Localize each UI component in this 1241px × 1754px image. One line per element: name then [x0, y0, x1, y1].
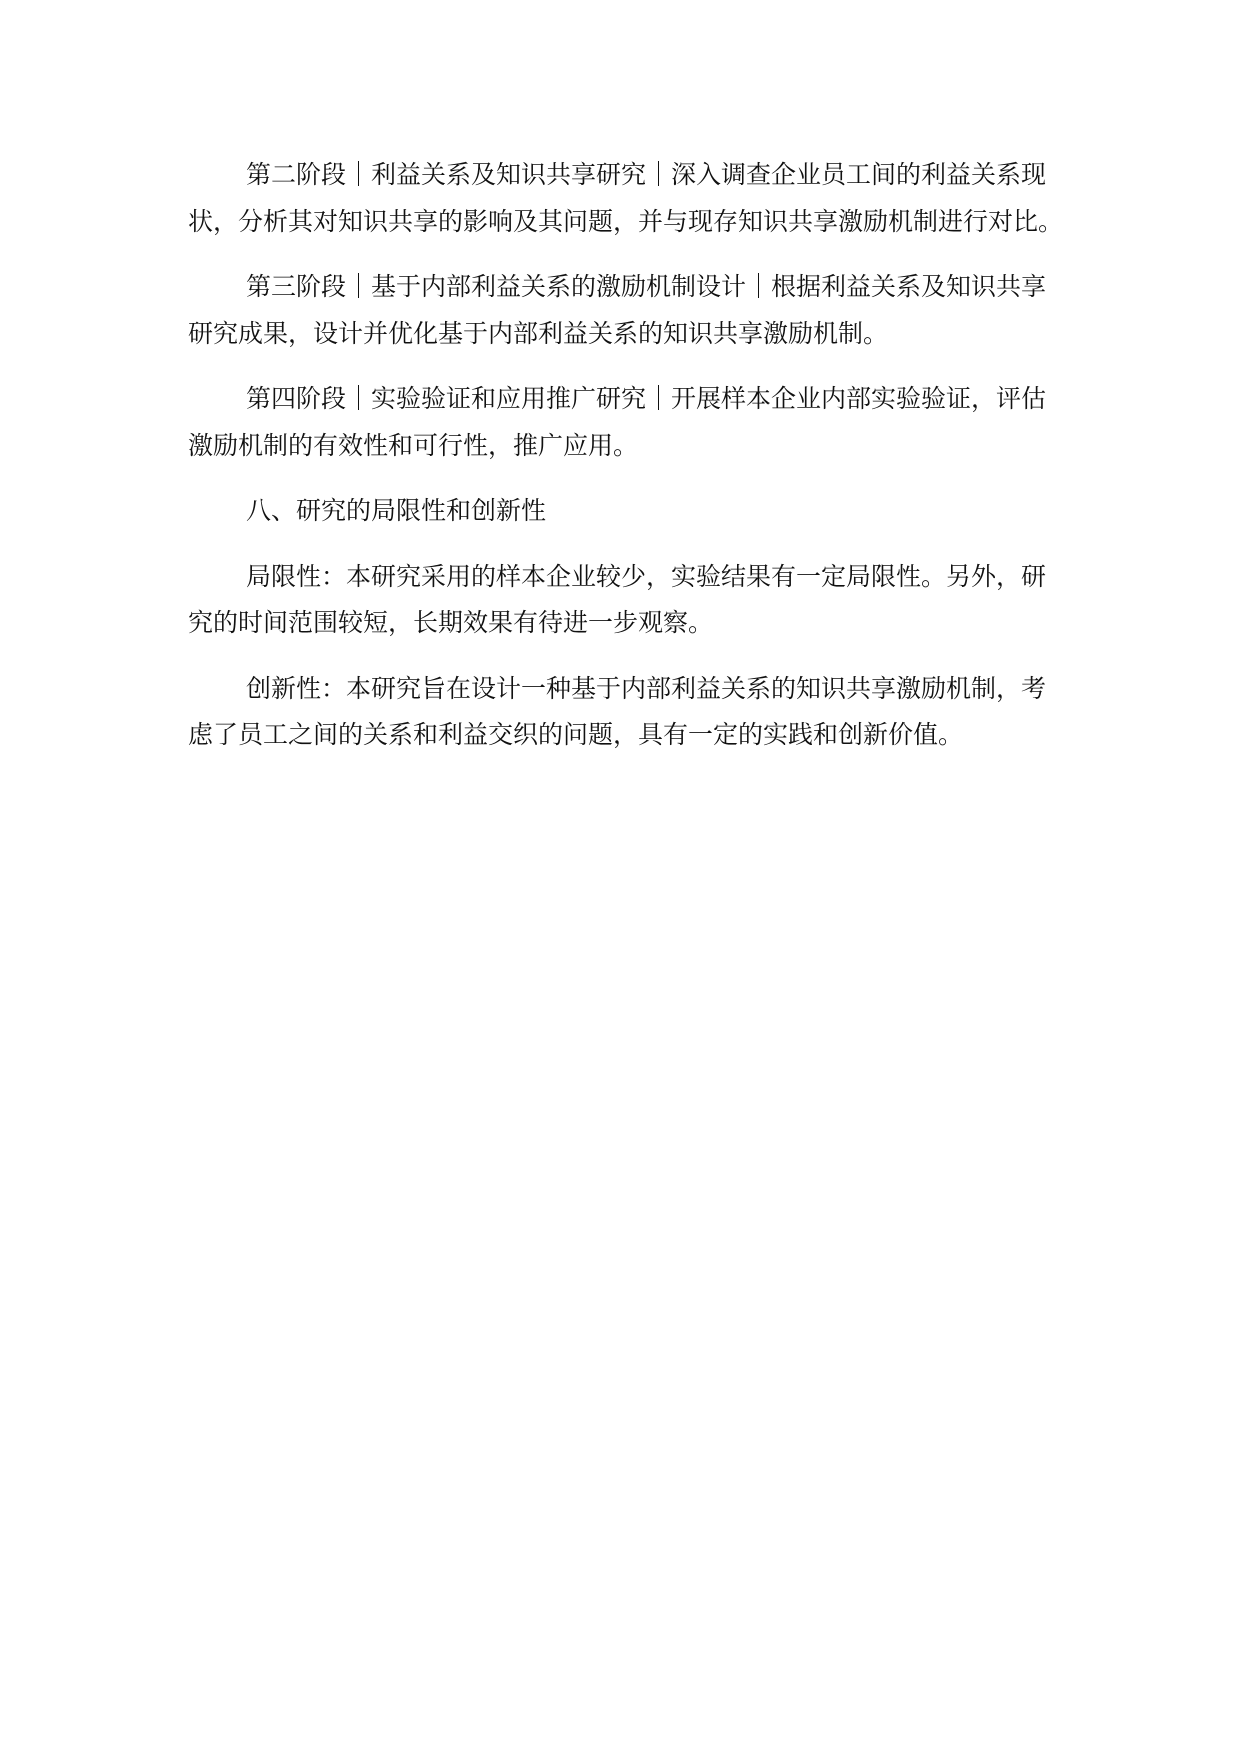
section-heading: 八、研究的局限性和创新性 — [246, 496, 547, 525]
paragraph-limitations: 局限性：本研究采用的样本企业较少，实验结果有一定局限性。另外，研究的时间范围较短，长期效果有待进一步观察。 — [188, 561, 1047, 637]
paragraph-stage-three: 第三阶段｜基于内部利益关系的激励机制设计｜根据利益关系及知识共享研究成果，设计并优化基于内部利益关系的知识共享激励机制。 — [188, 272, 1047, 348]
paragraph-stage-four: 第四阶段｜实验验证和应用推广研究｜开展样本企业内部实验验证，评估激励机制的有效性和可行性，推广应用。 — [188, 384, 1047, 460]
document-body — [188, 152, 1068, 778]
paragraph-stage-two: 第二阶段｜利益关系及知识共享研究｜深入调查企业员工间的利益关系现状，分析其对知识共享的影响及其问题，并与现存知识共享激励机制进行对比。 — [188, 160, 1064, 236]
paragraph-innovation: 创新性：本研究旨在设计一种基于内部利益关系的知识共享激励机制，考虑了员工之间的关系和利益交织的问题，具有一定的实践和创新价值。 — [188, 673, 1047, 749]
